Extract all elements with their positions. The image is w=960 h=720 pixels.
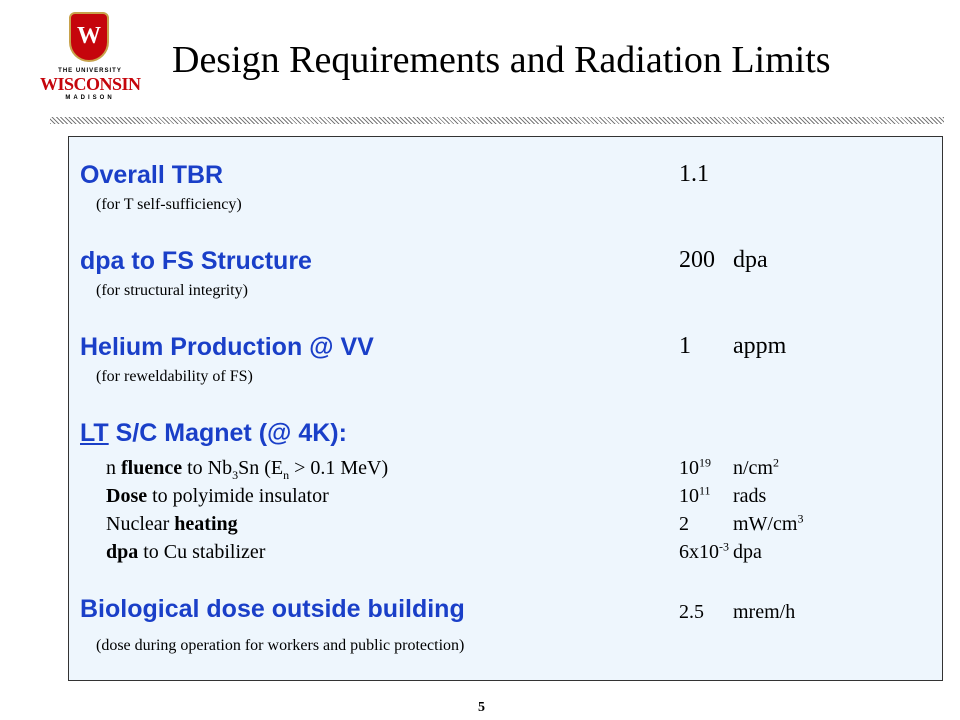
bio-note: (dose during operation for workers and public protection)	[96, 637, 465, 654]
tbr-note: (for T self-sufficiency)	[96, 196, 242, 213]
fluence-unit: $n/cm^2$	[733, 455, 779, 479]
dose-value: $10^{11}$	[679, 483, 711, 507]
dose-unit: rads	[733, 485, 767, 507]
dpa-fs-value: 200	[679, 247, 715, 273]
logo-line-1: THE UNIVERSITY	[58, 68, 122, 74]
fluence-value: $10^{19}$	[679, 455, 711, 479]
dpa-cu-label: dpa to Cu stabilizer	[106, 541, 266, 563]
dpa-cu-unit: dpa	[733, 541, 762, 563]
helium-note: (for reweldability of FS)	[96, 368, 253, 385]
tbr-label: Overall TBR	[80, 161, 224, 189]
title-divider	[50, 117, 944, 124]
bio-value: 2.5	[679, 601, 704, 623]
heating-value: 2	[679, 513, 689, 535]
magnet-heading-rest: S/C Magnet (@ 4K):	[108, 419, 347, 447]
dpa-cu-value: $6x10^{-3}$	[679, 539, 729, 563]
logo-line-2: WISCONSIN	[40, 74, 141, 94]
bio-label: Biological dose outside building	[80, 595, 465, 623]
logo-line-3: MADISON	[65, 95, 115, 101]
page-title: Design Requirements and Radiation Limits	[172, 39, 831, 81]
magnet-heading	[80, 419, 347, 448]
magnet-heading-lt: LT	[80, 419, 109, 447]
helium-value: 1	[679, 333, 691, 359]
university-logo	[40, 12, 140, 104]
requirements-panel	[68, 136, 943, 681]
tbr-value: 1.1	[679, 161, 709, 187]
dpa-fs-label: dpa to FS Structure	[80, 247, 312, 275]
helium-unit: appm	[733, 333, 787, 359]
bio-unit: mrem/h	[733, 601, 796, 623]
dpa-fs-note: (for structural integrity)	[96, 282, 248, 299]
dose-label: Dose to polyimide insulator	[106, 485, 329, 507]
crest-icon: W	[69, 12, 109, 62]
heating-label: Nuclear heating	[106, 513, 238, 535]
heating-unit: $mW/cm^3$	[733, 511, 804, 535]
dpa-fs-unit: dpa	[733, 247, 768, 273]
page-number: 5	[478, 700, 485, 715]
fluence-label: n fluence to $Nb_3Sn$ ($E_n > 0.1$ MeV)	[106, 457, 389, 482]
helium-label: Helium Production @ VV	[80, 333, 374, 361]
